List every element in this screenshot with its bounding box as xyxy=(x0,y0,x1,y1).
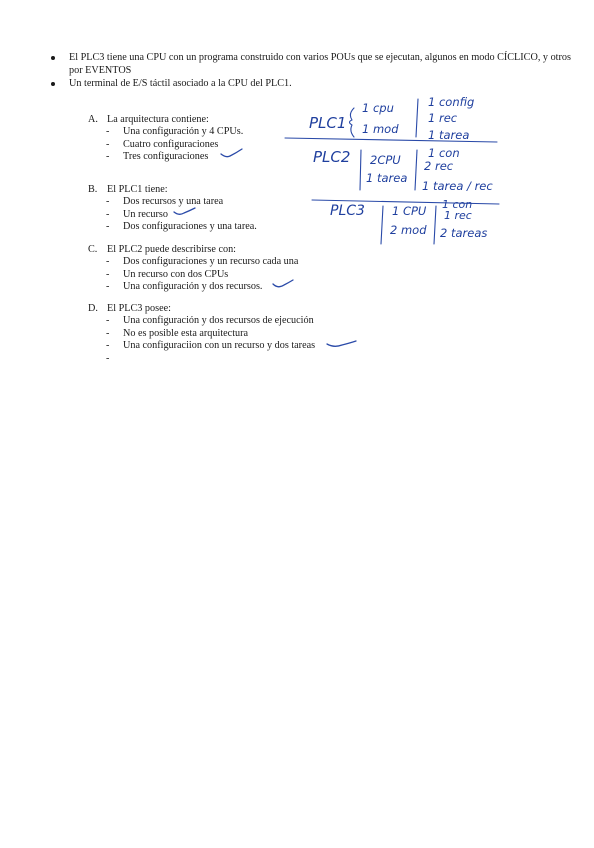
hw-note: 1 con xyxy=(428,146,460,160)
option-text: Una configuración y dos recursos. xyxy=(123,281,263,293)
hw-note: 1 tarea xyxy=(428,128,470,142)
hw-note: 1 con xyxy=(442,198,473,211)
hw-divider xyxy=(415,150,417,190)
question-letter: C. xyxy=(88,244,98,255)
option-item: - xyxy=(106,352,110,364)
option-text: Un recurso xyxy=(123,208,168,220)
hw-plc1-label: PLC1 xyxy=(309,114,347,132)
hw-brace xyxy=(350,108,355,137)
hw-divider xyxy=(416,99,418,137)
bullet-item xyxy=(48,52,583,77)
bullet-text: Un terminal de E/S táctil asociado a la CPU del PLC1. xyxy=(69,78,292,89)
option-item: - Dos configuraciones y un recurso cada una xyxy=(106,256,299,268)
hw-note: 1 tarea / rec xyxy=(422,179,493,193)
option-text: No es posible esta arquitectura xyxy=(123,327,249,339)
question-stem: El PLC3 posee: xyxy=(107,303,171,314)
hw-plc3-label: PLC3 xyxy=(330,203,365,219)
option-item: - Dos recursos y una tarea xyxy=(106,196,224,208)
option-list xyxy=(106,126,243,163)
option-text: Cuatro configuraciones xyxy=(123,138,219,150)
hw-note: 1 rec xyxy=(428,111,458,125)
option-text: Tres configuraciones xyxy=(123,151,209,163)
option-item: - Una configuración y dos recursos. xyxy=(106,281,263,293)
hw-note: 2CPU xyxy=(370,153,401,167)
question-b xyxy=(88,184,257,234)
hw-divider xyxy=(434,206,436,244)
question-c xyxy=(88,244,298,294)
question-letter: A. xyxy=(88,114,98,125)
option-item: - Una configuración y 4 CPUs. xyxy=(106,126,244,138)
option-item: - Tres configuraciones xyxy=(106,151,209,163)
bullet-dot-icon xyxy=(51,56,55,60)
option-text: Un recurso con dos CPUs xyxy=(123,268,229,280)
question-a xyxy=(88,114,243,164)
option-item: - Cuatro configuraciones xyxy=(106,138,219,150)
hw-separator xyxy=(312,200,499,204)
hw-note: 1 mod xyxy=(362,122,399,136)
check-mark-icon xyxy=(327,341,356,346)
option-text: Una configuraciion con un recurso y dos tareas xyxy=(123,340,316,352)
option-text: Una configuración y 4 CPUs. xyxy=(123,126,244,138)
option-text: Una configuración y dos recursos de ejecución xyxy=(123,315,314,327)
bullet-dot-icon xyxy=(51,82,55,86)
option-item: - Dos configuraciones y una tarea. xyxy=(106,221,257,233)
option-item: - Una configuraciion con un recurso y dos tareas xyxy=(106,340,316,352)
hw-note: 1 rec xyxy=(444,209,472,222)
context-bullet-list xyxy=(48,52,583,92)
hw-plc2-label: PLC2 xyxy=(313,148,351,166)
option-text: Dos recursos y una tarea xyxy=(123,196,224,208)
option-item: - No es posible esta arquitectura xyxy=(106,327,249,339)
hw-note: 1 tarea xyxy=(366,171,408,185)
hw-note: 2 tareas xyxy=(440,226,488,240)
question-letter: B. xyxy=(88,184,98,195)
hw-divider xyxy=(360,150,361,190)
hw-note: 1 config xyxy=(428,95,475,109)
hw-note: 1 CPU xyxy=(392,204,427,218)
option-text: Dos configuraciones y una tarea. xyxy=(123,221,257,233)
hw-note: 2 mod xyxy=(390,223,427,237)
option-item: - Una configuración y dos recursos de ejecución xyxy=(106,315,314,327)
hw-note: 2 rec xyxy=(424,159,454,173)
question-stem: La arquitectura contiene: xyxy=(107,114,209,125)
question-stem: El PLC1 tiene: xyxy=(107,184,168,195)
question-stem: El PLC2 puede describirse con: xyxy=(107,244,237,255)
option-list xyxy=(106,256,298,293)
hw-separator xyxy=(285,138,497,142)
question-d xyxy=(88,303,315,365)
option-list xyxy=(106,315,315,365)
bullet-text: El PLC3 tiene una CPU con un programa construido con varios POUs que se ejecutan, algunos en modo CÍCLICO, y otros por EVENTOS xyxy=(69,52,571,76)
option-item: - Un recurso con dos CPUs xyxy=(106,268,229,280)
option-list xyxy=(106,196,257,233)
option-text: Dos configuraciones y un recurso cada una xyxy=(123,256,299,268)
question-letter: D. xyxy=(88,303,98,314)
hw-divider xyxy=(381,206,383,244)
bullet-item xyxy=(48,78,583,91)
hw-note: 1 cpu xyxy=(362,101,394,115)
option-item: - Un recurso xyxy=(106,208,168,220)
